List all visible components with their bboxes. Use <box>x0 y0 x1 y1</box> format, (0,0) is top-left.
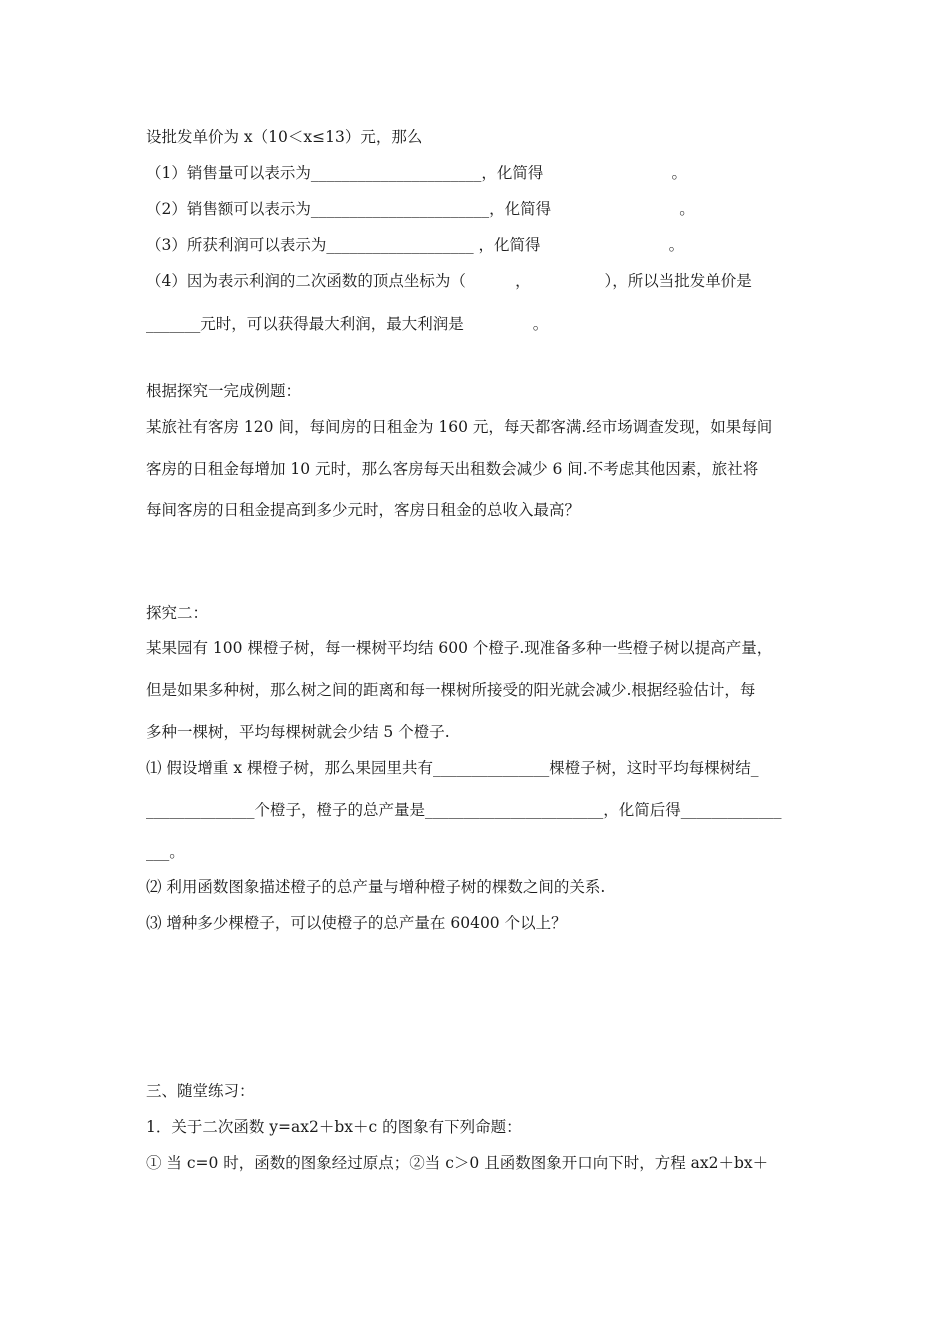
text-line: （1）销售量可以表示为______________________，化简得 。 <box>146 164 687 182</box>
text-line: （3）所获利润可以表示为___________________ ，化简得 。 <box>146 236 685 254</box>
text-line: _______元时，可以获得最大利润，最大利润是 。 <box>146 315 549 333</box>
text-line: ___。 <box>146 843 185 861</box>
text-line: （4）因为表示利润的二次函数的顶点坐标为（ ， ），所以当批发单价是 <box>146 272 752 290</box>
text-line: ______________个橙子，橙子的总产量是_______________________，化简后得_____________ <box>146 801 782 819</box>
section-heading: 根据探究一完成例题： <box>146 382 302 400</box>
text-line: 1．关于二次函数 y=ax2＋bx＋c 的图象有下列命题： <box>146 1118 522 1136</box>
text-line: 多种一棵树，平均每棵树就会少结 5 个橙子. <box>146 723 450 741</box>
text-line: 设批发单价为 x（10＜x≤13）元，那么 <box>146 128 423 146</box>
section-heading: 探究二： <box>146 604 209 622</box>
section-heading: 三、随堂练习： <box>146 1082 255 1100</box>
text-line: 但是如果多种树，那么树之间的距离和每一棵树所接受的阳光就会减少.根据经验估计，每 <box>146 681 756 699</box>
text-line: ⑶ 增种多少棵橙子，可以使橙子的总产量在 60400 个以上？ <box>146 914 567 932</box>
text-line: （2）销售额可以表示为_______________________，化简得 。 <box>146 200 695 218</box>
text-line: ⑴ 假设增重 x 棵橙子树，那么果园里共有_______________棵橙子树，这时平均每棵树结_ <box>146 759 759 777</box>
text-line: 客房的日租金每增加 10 元时，那么客房每天出租数会减少 6 间.不考虑其他因素，旅社将 <box>146 460 759 478</box>
text-line: ① 当 c=0 时，函数的图象经过原点；②当 c＞0 且函数图象开口向下时，方程 ax2＋bx＋ <box>146 1154 769 1172</box>
text-line: ⑵ 利用函数图象描述橙子的总产量与增种橙子树的棵数之间的关系. <box>146 878 606 896</box>
text-line: 某旅社有客房 120 间，每间房的日租金为 160 元，每天都客满.经市场调查发现，如果每间 <box>146 418 773 436</box>
text-line: 每间客房的日租金提高到多少元时，客房日租金的总收入最高？ <box>146 501 581 519</box>
text-line: 某果园有 100 棵橙子树，每一棵树平均结 600 个橙子.现准备多种一些橙子树以提高产量， <box>146 639 773 657</box>
